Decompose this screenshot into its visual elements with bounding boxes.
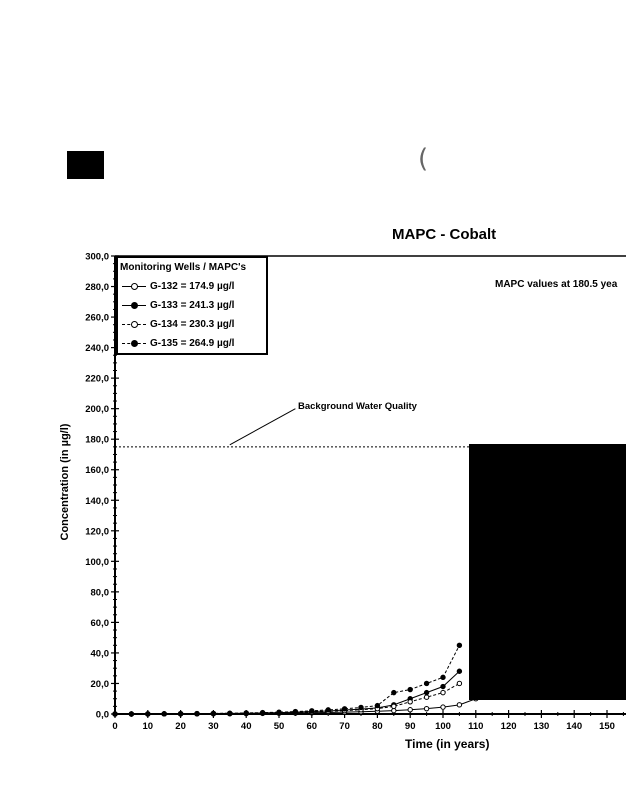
data-point	[392, 704, 396, 708]
y-tick-label: 40,0	[90, 648, 109, 660]
x-tick-label: 70	[339, 721, 350, 732]
data-point	[457, 681, 461, 685]
y-tick-label: 200,0	[85, 404, 109, 416]
data-point	[178, 711, 182, 715]
x-tick-label: 60	[306, 721, 318, 732]
legend-label: G-134 = 230.3 µg/l	[150, 319, 235, 330]
data-point	[424, 706, 428, 710]
series-line	[115, 671, 459, 714]
x-tick-label: 100	[435, 721, 451, 732]
y-axis-label: Concentration (in µg/l)	[59, 423, 71, 541]
x-tick-label: 120	[500, 721, 517, 732]
data-point	[260, 710, 264, 714]
y-tick-label: 300,0	[85, 251, 109, 263]
chart-annotation: MAPC values at 180.5 yea	[495, 279, 618, 290]
y-tick-label: 180,0	[85, 434, 109, 446]
data-point	[293, 709, 297, 713]
background-quality-label: Background Water Quality	[298, 401, 417, 412]
legend-marker	[131, 283, 138, 290]
data-point	[457, 669, 461, 673]
data-point	[277, 710, 281, 714]
data-point	[441, 684, 445, 688]
x-tick-label: 0	[112, 721, 118, 732]
data-point	[424, 690, 428, 694]
data-point	[129, 712, 133, 716]
data-point	[359, 705, 363, 709]
legend-item	[122, 300, 267, 314]
y-tick-label: 120,0	[85, 526, 109, 538]
y-tick-label: 60,0	[90, 617, 109, 629]
data-point	[392, 690, 396, 694]
x-tick-label: 80	[372, 721, 383, 732]
x-tick-label: 140	[566, 721, 583, 732]
data-point	[408, 687, 412, 691]
data-point	[228, 711, 232, 715]
y-tick-label: 260,0	[85, 312, 109, 324]
y-tick-label: 20,0	[90, 678, 109, 690]
y-tick-label: 280,0	[85, 282, 109, 294]
data-point	[457, 703, 461, 707]
x-tick-label: 150	[599, 721, 615, 732]
x-tick-label: 130	[533, 721, 550, 732]
legend-marker	[131, 302, 138, 309]
x-tick-label: 110	[468, 721, 484, 732]
legend-label: G-133 = 241.3 µg/l	[150, 300, 235, 311]
x-tick-label: 30	[208, 721, 219, 732]
y-tick-label: 220,0	[85, 373, 109, 385]
x-tick-label: 20	[175, 721, 186, 732]
y-tick-label: 240,0	[85, 343, 109, 355]
legend-label: G-135 = 264.9 µg/l	[150, 338, 235, 349]
x-axis-label: Time (in years)	[405, 737, 490, 751]
y-tick-label: 160,0	[85, 465, 109, 477]
data-point	[408, 700, 412, 704]
x-tick-label: 40	[240, 721, 252, 732]
data-point	[375, 703, 379, 707]
legend-label: G-132 = 174.9 µg/l	[150, 281, 235, 292]
legend-item	[122, 319, 267, 333]
data-point	[441, 675, 445, 679]
chart-title: MAPC - Cobalt	[392, 226, 497, 243]
y-tick-label: 0,0	[95, 709, 109, 721]
background-pointer	[230, 409, 296, 445]
data-point	[310, 709, 314, 713]
data-point	[195, 711, 199, 715]
y-tick-label: 80,0	[90, 587, 109, 599]
x-tick-label: 90	[404, 721, 416, 732]
data-point	[408, 708, 412, 712]
legend-marker	[131, 340, 138, 347]
data-point	[162, 712, 166, 716]
legend	[116, 256, 268, 355]
data-point	[244, 711, 248, 715]
data-point	[392, 708, 396, 712]
x-tick-label: 10	[142, 721, 154, 732]
redaction-block	[469, 444, 626, 700]
data-point	[441, 690, 445, 694]
scan-mark: (	[418, 144, 429, 174]
y-tick-label: 140,0	[85, 495, 109, 507]
data-point	[113, 712, 117, 716]
y-tick-label: 100,0	[85, 556, 109, 568]
data-point	[457, 643, 461, 647]
legend-item	[122, 281, 267, 295]
legend-title: Monitoring Wells / MAPC's	[120, 262, 247, 273]
legend-marker	[131, 321, 138, 328]
data-point	[424, 681, 428, 685]
data-point	[146, 712, 150, 716]
data-point	[326, 708, 330, 712]
series-line	[115, 645, 459, 714]
data-point	[441, 705, 445, 709]
data-point	[424, 695, 428, 699]
x-tick-label: 50	[273, 721, 285, 732]
legend-item	[122, 338, 267, 352]
data-point	[342, 707, 346, 711]
data-point	[211, 711, 215, 715]
